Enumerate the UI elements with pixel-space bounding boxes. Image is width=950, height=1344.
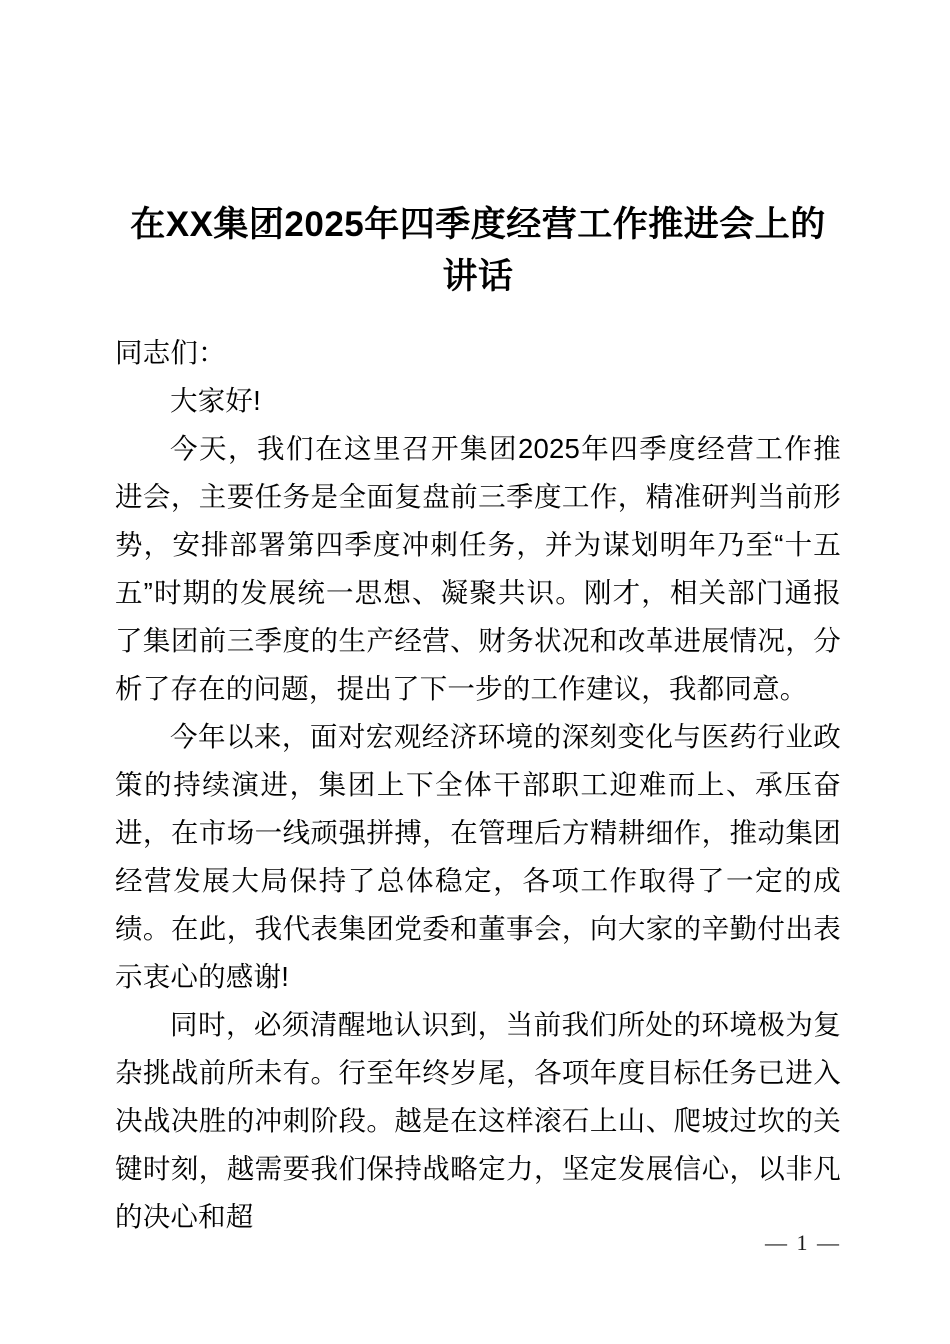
page-title: 在XX集团2025年四季度经营工作推进会上的讲话 (130, 205, 826, 297)
salutation: 同志们： (115, 337, 226, 368)
document-body (115, 329, 841, 1241)
greeting-line: 大家好! (170, 385, 261, 416)
page-number-footer: — 1 — (765, 1230, 841, 1255)
body-paragraph: 今天，我们在这里召开集团2025年四季度经营工作推进会，主要任务是全面复盘前三季度工作，精准研判当前形势，安排部署第四季度冲刺任务，并为谋划明年乃至“十五五”时期的发展统一思想、凝聚共识。刚才，相关部门通报了集团前三季度的生产经营、财务状况和改革进展情况，分析了存在的问题，提出了下一步的工作建议，我都同意。 (115, 433, 841, 704)
body-paragraph: 今年以来，面对宏观经济环境的深刻变化与医药行业政策的持续演进，集团上下全体干部职工迎难而上、承压奋进，在市场一线顽强拼搏，在管理后方精耕细作，推动集团经营发展大局保持了总体稳定，各项工作取得了一定的成绩。在此，我代表集团党委和董事会，向大家的辛勤付出表示衷心的感谢! (115, 721, 841, 992)
body-paragraph: 同时，必须清醒地认识到，当前我们所处的环境极为复杂挑战前所未有。行至年终岁尾，各项年度目标任务已进入决战决胜的冲刺阶段。越是在这样滚石上山、爬坡过坎的关键时刻，越需要我们保持战略定力，坚定发展信心，以非凡的决心和超 (115, 1009, 841, 1232)
